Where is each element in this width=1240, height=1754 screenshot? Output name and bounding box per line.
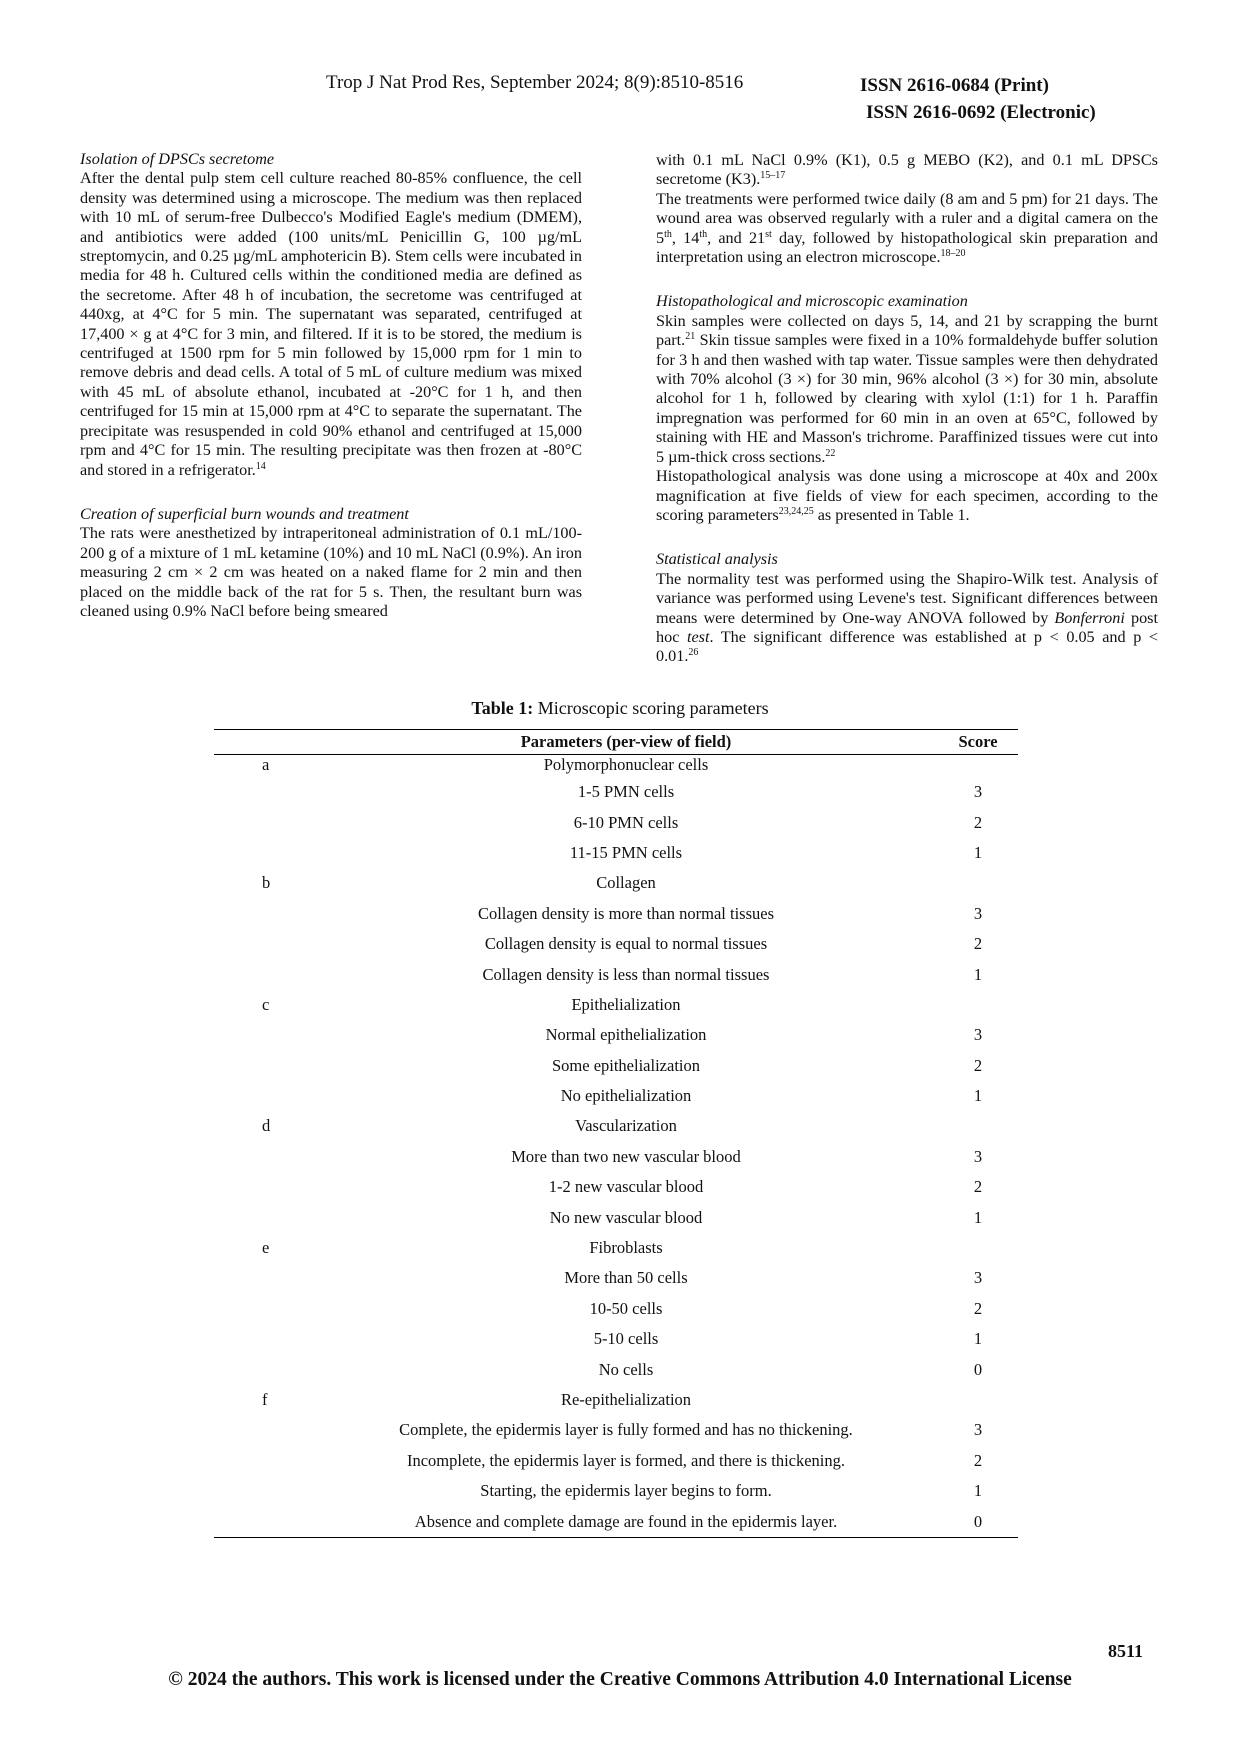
paragraph-statistics bbox=[656, 570, 1158, 667]
row-parameter: Collagen density is equal to normal tissues bbox=[484, 934, 768, 954]
citation-ref: 23,24,25 bbox=[778, 505, 814, 517]
row-letter: b bbox=[262, 873, 271, 893]
citation-ref: 18–20 bbox=[940, 248, 966, 260]
row-score: 3 bbox=[973, 1420, 983, 1440]
row-parameter: 10-50 cells bbox=[589, 1298, 663, 1318]
paragraph-text: Histopathological analysis was done using a microscope at 40x and 200x magnification at five fields of view for each specimen, according to the scoring parameters bbox=[656, 467, 1158, 524]
row-letter bbox=[214, 959, 314, 989]
paragraph-text: The treatments were performed twice daily (8 am and 5 pm) for 21 days. The wound area was observed regularly with a ruler and a digital camera on the 5 bbox=[656, 189, 1158, 247]
left-column bbox=[80, 150, 582, 621]
row-parameter: Incomplete, the epidermis layer is formed, and there is thickening. bbox=[406, 1450, 846, 1470]
row-letter bbox=[214, 1506, 314, 1537]
row-parameter: Absence and complete damage are found in the epidermis layer. bbox=[314, 1506, 938, 1537]
row-letter bbox=[214, 838, 314, 868]
row-parameter: More than two new vascular blood bbox=[511, 1146, 741, 1166]
italic-term: test bbox=[686, 627, 710, 646]
row-score: 0 bbox=[938, 1506, 1018, 1537]
row-letter bbox=[214, 1081, 314, 1111]
row-score: 2 bbox=[973, 1450, 983, 1470]
table-row bbox=[214, 777, 1018, 807]
table-row bbox=[214, 1111, 1018, 1141]
paragraph-treatment-schedule bbox=[656, 190, 1158, 268]
row-score: 2 bbox=[973, 1177, 983, 1197]
row-score: 1 bbox=[973, 1207, 983, 1227]
row-letter bbox=[214, 1324, 314, 1354]
paragraph-histopathology bbox=[656, 312, 1158, 467]
paragraph-burn-wounds: The rats were anesthetized by intraperitoneal administration of 0.1 mL/100-200 g of a mixture of 1 mL ketamine (10%) and 10 mL NaCl (0.9%). An iron measuring 2 cm × 2 cm was heated on a naked flame for 2 min and then placed on the middle back of the rat for 5 s. Then, the resultant burn was cleaned using 0.9% NaCl before being smeared bbox=[80, 524, 582, 620]
row-parameter: Epithelialization bbox=[571, 994, 681, 1014]
table-body bbox=[214, 755, 1018, 1538]
row-letter bbox=[214, 777, 314, 807]
table-header-row bbox=[214, 730, 1018, 755]
paragraph-text: , and 21 bbox=[707, 228, 766, 247]
row-score: 1 bbox=[973, 1481, 983, 1501]
row-score bbox=[938, 755, 1018, 778]
license-notice: © 2024 the authors. This work is licensed under the Creative Commons Attribution 4.0 International License bbox=[168, 1669, 1072, 1690]
table-row bbox=[214, 899, 1018, 929]
row-letter bbox=[214, 1051, 314, 1081]
section-title-statistics: Statistical analysis bbox=[656, 550, 778, 569]
table-row bbox=[214, 1020, 1018, 1050]
row-parameter: No epithelialization bbox=[560, 1086, 692, 1106]
row-score: 1 bbox=[973, 1086, 983, 1106]
paragraph-text: with 0.1 mL NaCl 0.9% (K1), 0.5 g MEBO (K2), and 0.1 mL DPSCs secretome (K3). bbox=[656, 151, 1158, 189]
header-letter-cell bbox=[214, 730, 314, 755]
journal-citation: Trop J Nat Prod Res, September 2024; 8(9):8510-8516 bbox=[326, 72, 744, 93]
row-parameter: No new vascular blood bbox=[549, 1207, 703, 1227]
table-row bbox=[214, 1294, 1018, 1324]
row-parameter: No cells bbox=[598, 1359, 654, 1379]
table-row bbox=[214, 929, 1018, 959]
paragraph-text: post hoc bbox=[656, 608, 1158, 646]
table-title: Microscopic scoring parameters bbox=[533, 698, 769, 718]
table-row bbox=[214, 1415, 1018, 1445]
row-score bbox=[938, 990, 1018, 1020]
row-letter bbox=[214, 1294, 314, 1324]
row-letter bbox=[214, 1202, 314, 1232]
table-row bbox=[214, 1506, 1018, 1537]
citation-ref: 21 bbox=[685, 331, 696, 343]
table-label: Table 1: bbox=[471, 698, 534, 718]
table-row bbox=[214, 1051, 1018, 1081]
row-parameter: More than 50 cells bbox=[564, 1268, 688, 1288]
row-letter bbox=[214, 1446, 314, 1476]
row-score: 0 bbox=[973, 1359, 983, 1379]
row-parameter: Re-epithelialization bbox=[560, 1390, 692, 1409]
row-letter bbox=[214, 1415, 314, 1445]
row-parameter: 1-5 PMN cells bbox=[577, 782, 675, 802]
row-parameter: Complete, the epidermis layer is fully formed and has no thickening. bbox=[399, 1420, 853, 1440]
issn-block bbox=[860, 72, 1096, 126]
row-score: 3 bbox=[973, 1268, 983, 1288]
row-parameter: Starting, the epidermis layer begins to form. bbox=[480, 1481, 772, 1501]
row-score bbox=[938, 868, 1018, 898]
table-row bbox=[214, 868, 1018, 898]
row-letter: a bbox=[262, 755, 270, 774]
paragraph-text: as presented in Table 1. bbox=[813, 505, 970, 524]
row-score: 1 bbox=[973, 964, 983, 984]
row-score bbox=[938, 1111, 1018, 1141]
row-letter bbox=[214, 1476, 314, 1506]
row-parameter: Normal epithelialization bbox=[545, 1025, 707, 1045]
row-score: 3 bbox=[973, 782, 983, 802]
paragraph-histopathology-analysis bbox=[656, 467, 1158, 525]
header-parameters: Parameters (per-view of field) bbox=[314, 730, 938, 755]
table-row bbox=[214, 1324, 1018, 1354]
paragraph-text: , 14 bbox=[671, 228, 700, 247]
row-parameter: Fibroblasts bbox=[589, 1238, 663, 1258]
issn-electronic: ISSN 2616-0692 (Electronic) bbox=[866, 102, 1096, 123]
row-parameter: Vascularization bbox=[575, 1116, 677, 1136]
citation-ref: 15–17 bbox=[760, 170, 786, 182]
table-row bbox=[214, 755, 1018, 778]
row-letter bbox=[214, 1263, 314, 1293]
table-row bbox=[214, 807, 1018, 837]
italic-term: Bonferroni bbox=[1054, 608, 1125, 627]
paragraph-text: day, followed by histopathological skin preparation and interpretation using an electron microscope. bbox=[656, 228, 1159, 267]
paragraph-text: Skin samples were collected on days 5, 14, and 21 by scrapping the burnt part. bbox=[656, 311, 1158, 350]
row-letter: c bbox=[262, 994, 270, 1014]
ordinal-suffix: th bbox=[664, 228, 672, 240]
row-score bbox=[938, 1233, 1018, 1263]
section-title-burn-wounds: Creation of superficial burn wounds and treatment bbox=[80, 504, 409, 523]
row-parameter: Collagen density is less than normal tissues bbox=[482, 964, 770, 984]
table-row bbox=[214, 1172, 1018, 1202]
row-score: 1 bbox=[973, 1329, 983, 1349]
row-score: 2 bbox=[973, 812, 983, 832]
row-letter bbox=[214, 1142, 314, 1172]
paragraph-isolation bbox=[80, 169, 582, 480]
row-letter bbox=[214, 807, 314, 837]
row-letter: d bbox=[262, 1116, 271, 1136]
row-parameter: 6-10 PMN cells bbox=[573, 812, 679, 832]
table-row bbox=[214, 990, 1018, 1020]
row-letter bbox=[214, 929, 314, 959]
row-score: 3 bbox=[973, 1025, 983, 1045]
table-row bbox=[214, 1385, 1018, 1415]
issn-print: ISSN 2616-0684 (Print) bbox=[860, 75, 1049, 96]
row-letter: f bbox=[262, 1390, 268, 1409]
citation-ref: 26 bbox=[688, 647, 699, 659]
row-score bbox=[938, 1385, 1018, 1415]
row-parameter: Collagen bbox=[596, 873, 656, 893]
table-row bbox=[214, 1476, 1018, 1506]
row-parameter: Some epithelialization bbox=[551, 1055, 700, 1075]
section-title-histopathology: Histopathological and microscopic examination bbox=[656, 292, 968, 311]
row-letter bbox=[214, 1172, 314, 1202]
row-letter bbox=[214, 1020, 314, 1050]
row-parameter: Collagen density is more than normal tissues bbox=[477, 903, 775, 923]
table-row bbox=[214, 1081, 1018, 1111]
row-parameter: Polymorphonuclear cells bbox=[543, 755, 709, 774]
paragraph-text: The normality test was performed using the Shapiro-Wilk test. Analysis of variance was performed using Levene's test. Significant differences between means were determined by One-way ANOVA followed by bbox=[656, 569, 1158, 627]
table-row bbox=[214, 1354, 1018, 1384]
paragraph-text: . The significant difference was established at p < 0.05 and p < 0.01. bbox=[656, 627, 1159, 666]
citation-ref: 22 bbox=[825, 447, 836, 459]
row-score: 3 bbox=[973, 1146, 983, 1166]
header-score: Score bbox=[938, 730, 1018, 755]
row-score: 3 bbox=[973, 903, 983, 923]
row-parameter: 1-2 new vascular blood bbox=[548, 1177, 704, 1197]
row-letter bbox=[214, 899, 314, 929]
row-score: 2 bbox=[973, 1298, 983, 1318]
scoring-table bbox=[214, 729, 1018, 1538]
row-score: 2 bbox=[973, 1055, 983, 1075]
table-row bbox=[214, 1233, 1018, 1263]
right-column bbox=[656, 151, 1158, 667]
table-row bbox=[214, 1142, 1018, 1172]
ordinal-suffix: st bbox=[765, 228, 772, 240]
table-row bbox=[214, 838, 1018, 868]
table-row bbox=[214, 1446, 1018, 1476]
paragraph-text: After the dental pulp stem cell culture reached 80-85% confluence, the cell density was determined using a microscope. The medium was then replaced with 10 mL of serum-free Dulbecco's Modified Eagle's medium (DMEM), and antibiotics were added (100 units/mL Penicillin G, 100 µg/mL streptomycin, and 0.25 µg/mL amphotericin B). Stem cells were incubated in media for 48 h. Cultured cells within the conditioned media are defined as the secretome. After 48 h of incubation, the secretome was centrifuged at 440xg, at 4°C for 5 min. The supernatant was separated, centrifuged at 17,400 × g at 4°C for 3 min, and filtered. If it is to be stored, the medium is centrifuged at 1500 rpm for 5 min followed by 15,000 rpm for 1 min to remove debris and dead cells. A total of 5 mL of culture medium was mixed with 45 mL of absolute ethanol, incubated at -20°C for 1 h, and then centrifuged for 15 min at 15,000 rpm at 4°C to separate the supernatant. The precipitate was resuspended in cold 90% ethanol and centrifuged at 15,000 rpm and 4°C for 15 min. The resulting precipitate was then frozen at -80°C and stored in a refrigerator. bbox=[80, 169, 582, 479]
row-letter: e bbox=[262, 1238, 270, 1258]
paragraph-text: Skin tissue samples were fixed in a 10% formaldehyde buffer solution for 3 h and then washed with tap water. Tissue samples were then dehydrated with 70% alcohol (3 ×) for 30 min, 96% alcohol (3 ×) for 30 min, absolute alcohol for 1 h, followed by clearing with xylol (1:1) for 1 h. Paraffin impregnation was performed for 60 min in an oven at 65°C, followed by staining with HE and Masson's trichrome. Paraffinized tissues were cut into 5 µm-thick cross sections. bbox=[656, 331, 1158, 466]
row-score: 1 bbox=[973, 842, 983, 862]
table-row bbox=[214, 959, 1018, 989]
table-caption bbox=[0, 698, 1240, 719]
section-title-isolation: Isolation of DPSCs secretome bbox=[80, 150, 275, 168]
table-row bbox=[214, 1202, 1018, 1232]
table-row bbox=[214, 1263, 1018, 1293]
page-number: 8511 bbox=[1108, 1641, 1144, 1661]
row-parameter: 11-15 PMN cells bbox=[569, 842, 683, 862]
row-score: 2 bbox=[973, 934, 983, 954]
ordinal-suffix: th bbox=[699, 228, 708, 240]
row-letter bbox=[214, 1354, 314, 1384]
citation-ref: 14 bbox=[255, 460, 266, 472]
row-parameter: 5-10 cells bbox=[593, 1329, 659, 1349]
paragraph-treatment-cont bbox=[656, 151, 1158, 190]
